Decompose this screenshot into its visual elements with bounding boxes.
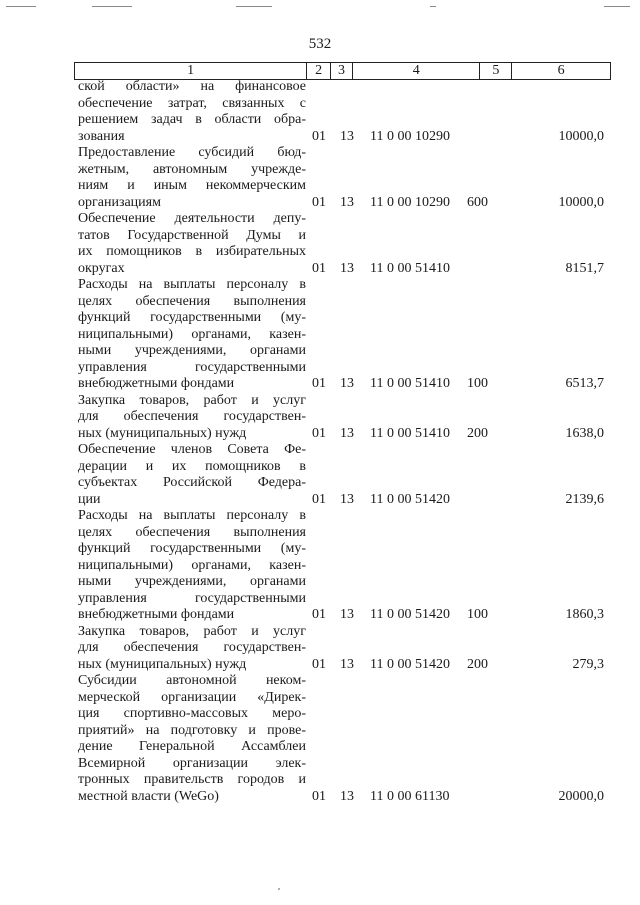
- row-codes: [78, 789, 608, 806]
- row-description: [78, 673, 306, 805]
- table-row: [78, 673, 608, 805]
- row-codes: [78, 426, 608, 443]
- description-line: для обеспечения государствен-: [78, 640, 306, 655]
- description-line: Всемирной организации элек-: [78, 755, 306, 771]
- description-line: управления государственными: [78, 590, 306, 606]
- description-line: дение Генеральной Ассамблеи: [78, 739, 306, 754]
- description-line: ской области» на финансовое: [78, 79, 306, 94]
- row-codes: [78, 376, 608, 393]
- section-code: 01: [312, 425, 326, 441]
- amount-value: 1638,0: [565, 425, 604, 441]
- description-line: субъектах Российской Федера-: [78, 475, 306, 490]
- target-article-code: 11 0 00 51420: [370, 491, 450, 507]
- description-line: Обеспечение деятельности депу-: [78, 211, 306, 226]
- scan-artifact: [604, 6, 630, 7]
- description-line: Закупка товаров, работ и услуг: [78, 392, 306, 408]
- description-line: Расходы на выплаты персоналу в: [78, 508, 306, 523]
- description-line: жетным, автономным учрежде-: [78, 161, 306, 177]
- column-header-3: 3: [331, 63, 353, 79]
- description-line: функций государственными (му-: [78, 541, 306, 556]
- description-line: ных (муниципальных) нужд: [78, 656, 247, 672]
- table-row: [78, 508, 608, 624]
- row-codes: [78, 195, 608, 212]
- section-code: 01: [312, 788, 326, 804]
- target-article-code: 11 0 00 10290: [370, 194, 450, 210]
- subsection-code: 13: [340, 376, 354, 391]
- description-line: дерации и их помощников в: [78, 458, 306, 474]
- target-article-code: 11 0 00 51420: [370, 607, 450, 622]
- target-article-code: 11 0 00 51410: [370, 376, 450, 391]
- description-line: местной власти (WeGo): [78, 788, 219, 804]
- amount-value: 10000,0: [558, 128, 604, 144]
- target-article-code: 11 0 00 61130: [370, 788, 450, 804]
- subsection-code: 13: [340, 491, 354, 507]
- section-code: 01: [312, 491, 326, 507]
- table-row: [78, 624, 608, 674]
- column-header-5: 5: [480, 63, 512, 79]
- description-line: внебюджетными фондами: [78, 376, 235, 391]
- description-line: внебюджетными фондами: [78, 607, 235, 622]
- description-line: зования: [78, 128, 125, 144]
- page-number: 532: [308, 36, 332, 52]
- section-code: 01: [312, 607, 326, 622]
- description-line: ция спортивно-массовых меро-: [78, 706, 306, 721]
- description-line: управления государственными: [78, 359, 306, 375]
- row-codes: [78, 129, 608, 146]
- description-line: их помощников в избирательных: [78, 244, 306, 259]
- row-codes: [78, 492, 608, 509]
- description-line: решением задач в области обра-: [78, 112, 306, 127]
- description-line: ции: [78, 491, 101, 507]
- section-code: 01: [312, 376, 326, 391]
- table-row: [78, 211, 608, 277]
- description-line: организациям: [78, 194, 161, 210]
- scan-speck: [278, 888, 280, 890]
- description-line: целях обеспечения выполнения: [78, 293, 306, 309]
- expense-type-code: 100: [467, 376, 488, 391]
- row-codes: [78, 657, 608, 674]
- amount-value: 8151,7: [565, 260, 604, 276]
- expense-type-code: 600: [467, 194, 488, 210]
- column-header-6: 6: [557, 63, 565, 78]
- target-article-code: 11 0 00 51420: [370, 656, 450, 672]
- amount-value: 279,3: [572, 656, 604, 672]
- section-code: 01: [312, 656, 326, 672]
- column-header-1: 1: [75, 63, 307, 79]
- budget-table-body: [78, 79, 608, 805]
- description-line: ниям и иным некоммерческим: [78, 178, 306, 193]
- table-header: [74, 62, 611, 80]
- description-line: Закупка товаров, работ и услуг: [78, 623, 306, 639]
- subsection-code: 13: [340, 656, 354, 672]
- description-line: Расходы на выплаты персоналу в: [78, 277, 306, 292]
- row-codes: [78, 261, 608, 278]
- section-code: 01: [312, 194, 326, 210]
- description-line: Обеспечение членов Совета Фе-: [78, 442, 306, 457]
- table-row: [78, 393, 608, 443]
- description-line: округах: [78, 260, 125, 276]
- scan-artifact: [430, 6, 436, 7]
- expense-type-code: 200: [467, 656, 488, 672]
- amount-value: 20000,0: [558, 788, 604, 804]
- column-header-4: 4: [353, 63, 481, 79]
- table-row: [78, 277, 608, 393]
- description-line: мерческой организации «Дирек-: [78, 689, 306, 705]
- expense-type-code: 100: [467, 607, 488, 622]
- description-line: целях обеспечения выполнения: [78, 524, 306, 540]
- description-line: татов Государственной Думы и: [78, 227, 306, 243]
- target-article-code: 11 0 00 10290: [370, 128, 450, 144]
- section-code: 01: [312, 260, 326, 276]
- target-article-code: 11 0 00 51410: [370, 425, 450, 441]
- amount-value: 1860,3: [565, 607, 604, 622]
- description-line: приятий» на подготовку и прове-: [78, 722, 306, 738]
- target-article-code: 11 0 00 51410: [370, 260, 450, 276]
- description-line: ниципальными) органами, казен-: [78, 557, 306, 573]
- description-line: для обеспечения государствен-: [78, 409, 306, 424]
- column-header-2: 2: [307, 63, 331, 79]
- subsection-code: 13: [340, 425, 354, 441]
- scan-artifact: [236, 6, 272, 7]
- description-line: тронных правительств городов и: [78, 772, 306, 787]
- description-line: Предоставление субсидий бюд-: [78, 145, 306, 160]
- description-line: ниципальными) органами, казен-: [78, 326, 306, 342]
- scan-artifact: [6, 6, 36, 7]
- description-line: обеспечение затрат, связанных с: [78, 95, 306, 111]
- subsection-code: 13: [340, 128, 354, 144]
- description-line: ных (муниципальных) нужд: [78, 425, 247, 441]
- table-row: [78, 145, 608, 211]
- row-codes: [78, 607, 608, 624]
- amount-value: 2139,6: [565, 491, 604, 507]
- subsection-code: 13: [340, 260, 354, 276]
- description-line: ными учреждениями, органами: [78, 343, 306, 358]
- subsection-code: 13: [340, 194, 354, 210]
- subsection-code: 13: [340, 607, 354, 622]
- table-row: [78, 79, 608, 145]
- subsection-code: 13: [340, 788, 354, 804]
- amount-value: 6513,7: [565, 376, 604, 391]
- description-line: Субсидии автономной неком-: [78, 673, 306, 688]
- expense-type-code: 200: [467, 425, 488, 441]
- amount-value: 10000,0: [558, 194, 604, 210]
- section-code: 01: [312, 128, 326, 144]
- description-line: функций государственными (му-: [78, 310, 306, 325]
- scan-artifact: [92, 6, 132, 7]
- table-row: [78, 442, 608, 508]
- description-line: ными учреждениями, органами: [78, 574, 306, 589]
